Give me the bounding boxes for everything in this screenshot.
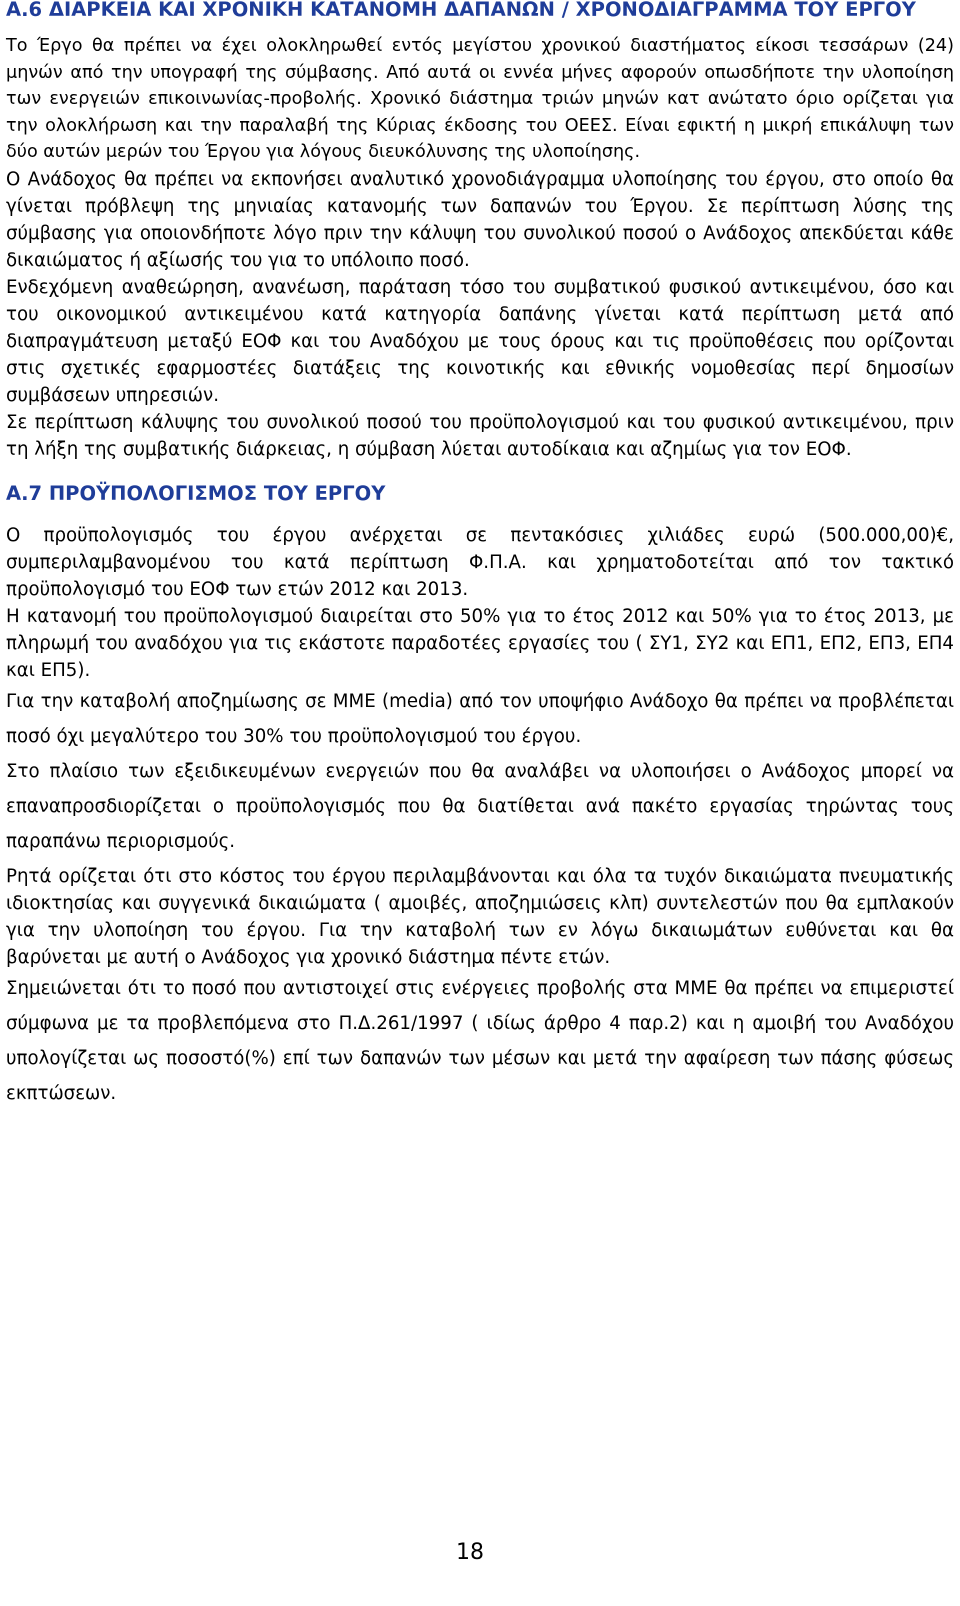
paragraph-budget-amount: Ο προϋπολογισμός του έργου ανέρχεται σε πεντακόσιες χιλιάδες ευρώ (500.000,00)€, συμπεριλαμβανομένου του κατά περίπτωση Φ.Π.Α. και χρηματοδοτείται από τον τακτικό προϋπολογισμό του ΕΟΦ των ετών 2012 και 2013. [6,524,954,600]
section-a7-body [6,522,954,1111]
paragraph-duration: Το Έργο θα πρέπει να έχει ολοκληρωθεί εντός μεγίστου χρονικού διαστήματος είκοσι τεσσάρων (24) μηνών από την υπογραφή της σύμβασης. Από αυτά οι εννέα μήνες αφορούν οπωσδήποτε την υλοποίηση των ενεργειών επικοινωνίας-προβολής. Χρονικό διάστημα τριών μηνών κατ ανώτατο όριο ορίζεται για την ολοκλήρωση και την παραλαβή της Κύριας έκδοσης του ΟΕΕΣ. Είναι εφικτή η μικρή επικάλυψη των δύο αυτών μερών του Έργου για λόγους διευκόλυνσης της υλοποίησης. [6,36,954,163]
paragraph-revision: Ενδεχόμενη αναθεώρηση, ανανέωση, παράταση τόσο του συμβατικού φυσικού αντικειμένου, όσο και του οικονομικού αντικειμένου κατά κατηγορία δαπάνης γίνεται κατά περίπτωση μετά από διαπραγμάτευση μεταξύ ΕΟΦ και του Αναδόχου με τους όρους και τις προϋποθέσεις που ορίζονται στις σχετικές εφαρμοστέες διατάξεις της κοινοτικής και εθνικής νομοθεσίας περί δημοσίων συμβάσεων υπηρεσιών. [6,276,954,406]
paragraph-intellectual-property: Ρητά ορίζεται ότι στο κόστος του έργου περιλαμβάνονται και όλα τα τυχόν δικαιώματα πνευματικής ιδιοκτησίας και συγγενικά δικαιώματα ( αμοιβές, αποζημιώσεις κλπ) συντελεστών που θα εμπλακούν για την υλοποίηση του έργου. Για την καταβολή των εν λόγω δικαιωμάτων ευθύνεται και θα βαρύνεται με αυτή ο Ανάδοχος για χρονικό διάστημα πέντε ετών. [6,865,954,968]
paragraph-termination: Σε περίπτωση κάλυψης του συνολικού ποσού του προϋπολογισμού και του φυσικού αντικειμένου, πριν τη λήξη της συμβατικής διάρκειας, η σύμβαση λύεται αυτοδίκαια και αζημίως για τον ΕΟΦ. [6,411,954,460]
paragraph-work-packages: Στο πλαίσιο των εξειδικευμένων ενεργειών που θα αναλάβει να υλοποιήσει ο Ανάδοχος μπορεί να επαναπροσδιορίζεται ο προϋπολογισμός που θα διατίθεται ανά πακέτο εργασίας τηρώντας τους παραπάνω περιορισμούς. [6,760,954,852]
paragraph-media-allocation: Σημειώνεται ότι το ποσό που αντιστοιχεί στις ενέργειες προβολής στα ΜΜΕ θα πρέπει να επιμεριστεί σύμφωνα με τα προβλεπόμενα στο Π.Δ.261/1997 ( ιδίως άρθρο 4 παρ.2) και η αμοιβή του Αναδόχου υπολογίζεται ως ποσοστό(%) επί των δαπανών των μέσων και μετά την αφαίρεση των πάσης φύσεως εκπτώσεων. [6,977,954,1104]
page-number: 18 [456,1540,484,1565]
section-a7-title: Α.7 ΠΡΟΫΠΟΛΟΓΙΣΜΟΣ ΤΟΥ ΕΡΓΟΥ [6,481,386,505]
section-a6-title: Α.6 ΔΙΑΡΚΕΙΑ ΚΑΙ ΧΡΟΝΙΚΗ ΚΑΤΑΝΟΜΗ ΔΑΠΑΝΩΝ / ΧΡΟΝΟΔΙΑΓΡΑΜΜΑ ΤΟΥ ΕΡΓΟΥ [6,0,916,21]
document-page [6,0,954,1111]
paragraph-media-compensation: Για την καταβολή αποζημίωσης σε ΜΜΕ (media) από τον υποψήφιο Ανάδοχο θα πρέπει να προβλέπεται ποσό όχι μεγαλύτερο του 30% του προϋπολογισμού του έργου. [6,690,954,747]
paragraph-budget-split: Η κατανομή του προϋπολογισμού διαιρείται στο 50% για το έτος 2012 και 50% για το έτος 2013, με πληρωμή του αναδόχου για τις εκάστοτε παραδοτέες εργασίες του ( ΣΥ1, ΣΥ2 και ΕΠ1, ΕΠ2, ΕΠ3, ΕΠ4 και ΕΠ5). [6,605,954,681]
section-a6-body [6,33,954,463]
paragraph-schedule: Ο Ανάδοχος θα πρέπει να εκπονήσει αναλυτικό χρονοδιάγραμμα υλοποίησης του έργου, στο οποίο θα γίνεται πρόβλεψη της μηνιαίας κατανομής των δαπανών του Έργου. Σε περίπτωση λύσης της σύμβασης για οποιονδήποτε λόγο πριν την κάλυψη του συνολικού ποσού ο Ανάδοχος απεκδύεται κάθε δικαιώματος ή αξίωσής του για το υπόλοιπο ποσό. [6,168,954,271]
